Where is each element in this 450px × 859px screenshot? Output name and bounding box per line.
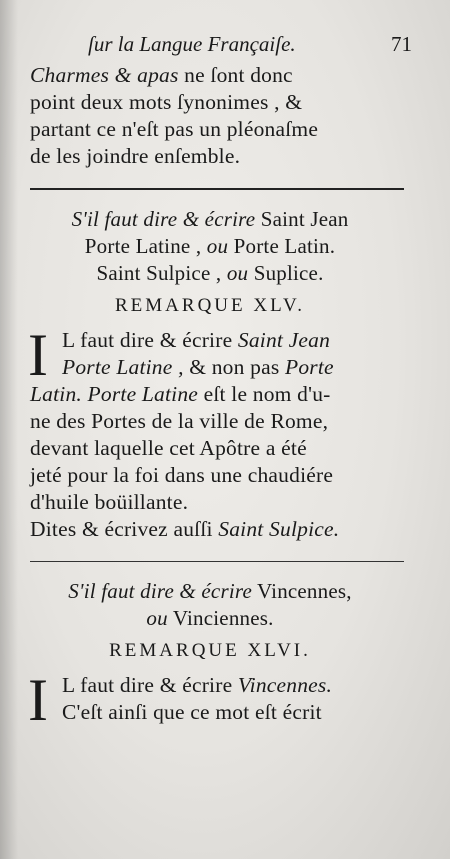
gutter-shadow [0,0,18,859]
text-span: ne ſont donc [178,63,293,87]
text-span: Vincennes, [251,579,352,603]
text-line [30,354,390,381]
text-line: C'eſt ainſi que ce mot eſt écrit [62,700,322,724]
text-span: Porte Latin. [233,234,336,258]
text-span: Vinciennes. [167,606,274,630]
text-line: jeté pour la foi dans une chaudiére [30,463,334,487]
text-span: & non pas [183,355,285,379]
text-span: eſt le nom d'u- [198,382,331,406]
italic-phrase: Saint Sulpice. [218,517,340,541]
italic-phrase: ou [201,234,234,258]
section-46-body [28,667,390,733]
text-line: d'huile boüillante. [30,490,189,514]
text-line [30,62,390,89]
section-divider [30,188,404,190]
text-line [20,260,400,287]
italic-phrase: S'il faut dire & écrire [68,579,252,603]
text-span: Saint Sulpice , [96,261,222,285]
text-span: L faut dire & écrire [62,328,238,352]
page-content [28,32,412,733]
section-45-question [20,206,400,287]
section-46-question [20,578,400,632]
italic-phrase: ou [221,261,254,285]
running-head: ſur la Langue Françaiſe. [88,32,296,56]
text-span: Porte Latine , [84,234,202,258]
text-span: Saint Jean [255,207,349,231]
drop-cap: I [28,322,48,388]
text-line [20,233,400,260]
text-line [20,206,400,233]
text-span: Suplice. [253,261,324,285]
italic-phrase: Charmes & apas [30,63,179,87]
text-line: point deux mots ſynonimes , & [30,90,303,114]
text-line [30,327,390,354]
top-paragraph [30,62,390,170]
section-divider [30,561,404,562]
italic-phrase: S'il faut dire & écrire [71,207,256,231]
text-line [30,381,390,408]
text-line [30,672,390,699]
section-45-body [28,322,390,543]
drop-cap: I [28,667,48,733]
italic-phrase: ou [146,606,168,630]
italic-phrase: Porte [284,355,334,379]
text-line: partant ce n'eſt pas un pléonaſme [30,117,319,141]
text-line: de les joindre enſemble. [30,144,241,168]
italic-phrase: Saint Jean [237,328,331,352]
text-line: devant laquelle cet Apôtre a été [30,436,307,460]
italic-phrase: Vincennes. [237,673,333,697]
page-number: 71 [391,32,412,56]
text-line [20,605,400,632]
remarque-heading: REMARQUE XLVI. [109,640,311,661]
text-line [30,516,390,543]
text-span: Dites & écrivez auſſi [30,517,219,541]
text-line [20,578,400,605]
italic-phrase: Latin. Porte Latine [30,382,199,406]
italic-phrase: Porte Latine , [62,355,184,379]
page-header [30,32,412,62]
remarque-heading: REMARQUE XLV. [115,295,305,316]
text-line: ne des Portes de la ville de Rome, [30,409,329,433]
text-span: L faut dire & écrire [62,673,238,697]
